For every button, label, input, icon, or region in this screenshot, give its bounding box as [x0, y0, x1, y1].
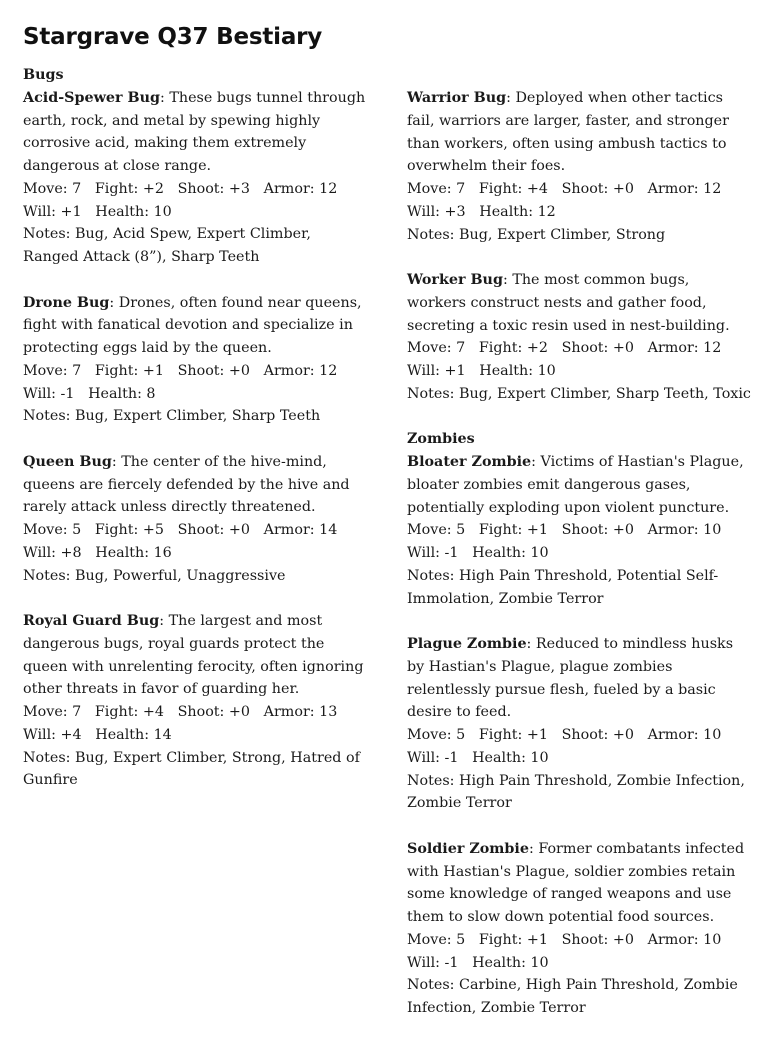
stat-will: Will: -1	[23, 385, 75, 402]
stat-armor: Armor: 10	[647, 931, 722, 948]
entry-description	[407, 838, 752, 929]
stat-shoot: Shoot: +3	[177, 180, 250, 197]
stat-fight: Fight: +4	[94, 704, 164, 720]
stat-health: Health: 8	[88, 385, 156, 402]
entry-acid-spewer-bug	[23, 87, 368, 269]
stat-armor: Armor: 10	[647, 522, 722, 539]
entry-description-text: : The most common bugs, workers construct nests and gather food, secreting a toxic resin used in nest-building.	[407, 272, 730, 334]
entry-name: Soldier Zombie	[407, 840, 529, 857]
entry-stats-line-2	[23, 201, 368, 224]
stat-will: Will: +1	[407, 363, 466, 379]
entry-description-text: : The center of the hive-mind, queens are fiercely defended by the hive and rarely attack unless directly threatened.	[23, 453, 350, 516]
entry-notes: Notes: Bug, Expert Climber, Sharp Teeth, Toxic	[407, 385, 751, 402]
entry-stats-line-1	[23, 519, 368, 542]
stat-move: Move: 7	[23, 704, 82, 720]
entry-stats-line-2	[407, 952, 752, 975]
stat-move: Move: 5	[407, 727, 466, 743]
stat-shoot: Shoot: +0	[177, 362, 250, 379]
entry-stats-line-2	[407, 201, 752, 224]
entry-plague-zombie	[407, 633, 752, 815]
entry-description	[23, 292, 368, 360]
entry-warrior-bug	[407, 87, 752, 246]
entry-description	[407, 269, 752, 337]
stat-fight: Fight: +1	[478, 522, 548, 539]
entry-royal-guard-bug	[23, 610, 368, 792]
entry-worker-bug	[407, 269, 752, 406]
entry-stats-line-2	[23, 542, 368, 565]
stat-armor: Armor: 12	[647, 340, 722, 357]
page-title: Stargrave Q37 Bestiary	[23, 24, 323, 50]
stat-fight: Fight: +5	[94, 522, 164, 538]
entry-description	[23, 451, 368, 519]
entry-notes: Notes: Bug, Acid Spew, Expert Climber, Ranged Attack (8”), Sharp Teeth	[23, 226, 311, 265]
stat-armor: Armor: 10	[647, 727, 722, 743]
stat-move: Move: 7	[407, 340, 466, 357]
stat-fight: Fight: +1	[478, 727, 548, 743]
left-column	[23, 64, 368, 815]
entry-notes: Notes: High Pain Threshold, Zombie Infection, Zombie Terror	[407, 772, 745, 812]
entry-description	[407, 87, 752, 178]
entry-soldier-zombie	[407, 838, 752, 1020]
stat-will: Will: -1	[407, 954, 459, 971]
stat-armor: Armor: 12	[647, 181, 722, 197]
stat-armor: Armor: 14	[263, 522, 338, 538]
stat-move: Move: 7	[23, 362, 82, 379]
entry-stats-line-1	[407, 337, 752, 360]
entry-bloater-zombie	[407, 451, 752, 610]
entry-name: Royal Guard Bug	[23, 613, 160, 629]
entry-description-text: : These bugs tunnel through earth, rock, and metal by spewing highly corrosive acid, making them extremely dangerous at close range.	[23, 89, 366, 174]
entry-stats-line-2	[407, 542, 752, 565]
section-title-bugs: Bugs	[23, 67, 64, 83]
stat-armor: Armor: 12	[263, 180, 338, 197]
stat-shoot: Shoot: +0	[561, 931, 634, 948]
entry-stats-line-1	[23, 360, 368, 383]
entry-stats-line-2	[407, 360, 752, 383]
entry-description	[407, 633, 752, 724]
stat-will: Will: -1	[407, 545, 459, 561]
entry-name: Bloater Zombie	[407, 454, 532, 470]
stat-move: Move: 7	[407, 181, 466, 197]
stat-fight: Fight: +2	[94, 180, 164, 197]
entry-stats-line-1	[407, 724, 752, 747]
stat-move: Move: 5	[23, 522, 82, 538]
entry-description-text: : Deployed when other tactics fail, warriors are larger, faster, and stronger than workers, often using ambush tactics to overwhelm their foes.	[407, 90, 729, 175]
stat-fight: Fight: +2	[478, 340, 548, 357]
entry-stats-line-2	[23, 383, 368, 406]
entry-notes: Notes: Bug, Expert Climber, Strong, Hatred of Gunfire	[23, 749, 360, 789]
stat-health: Health: 10	[95, 203, 172, 220]
entry-description-text: : Reduced to mindless husks by Hastian's Plague, plague zombies relentlessly pursue flesh, fueled by a basic desire to feed.	[407, 636, 734, 721]
stat-shoot: Shoot: +0	[177, 522, 250, 538]
right-column	[407, 87, 752, 1043]
entry-name: Worker Bug	[407, 272, 503, 288]
stat-health: Health: 10	[472, 954, 549, 971]
stat-health: Health: 14	[95, 726, 172, 743]
entry-notes: Notes: High Pain Threshold, Potential Self-Immolation, Zombie Terror	[407, 567, 719, 607]
entry-description-text: : Former combatants infected with Hastian's Plague, soldier zombies retain some knowledge of ranged weapons and use them to slow down potential food sources.	[407, 840, 745, 925]
entry-stats-line-1	[23, 701, 368, 724]
entry-notes: Notes: Bug, Powerful, Unaggressive	[23, 567, 286, 584]
entry-stats-line-1	[23, 178, 368, 201]
entry-description-text: : Drones, often found near queens, fight with fanatical devotion and specialize in protecting eggs laid by the queen.	[23, 294, 362, 356]
entry-queen-bug	[23, 451, 368, 588]
stat-will: Will: +3	[407, 203, 466, 220]
entry-drone-bug	[23, 292, 368, 429]
entry-stats-line-2	[23, 724, 368, 747]
entry-name: Acid-Spewer Bug	[23, 89, 160, 106]
stat-armor: Armor: 13	[263, 704, 338, 720]
entry-notes: Notes: Carbine, High Pain Threshold, Zombie Infection, Zombie Terror	[407, 977, 738, 1016]
stat-will: Will: +1	[23, 203, 82, 220]
stat-move: Move: 5	[407, 931, 466, 948]
entry-description	[23, 610, 368, 701]
entry-notes: Notes: Bug, Expert Climber, Strong	[407, 226, 666, 243]
stat-health: Health: 10	[472, 749, 549, 766]
stat-health: Health: 10	[472, 545, 549, 561]
stat-armor: Armor: 12	[263, 362, 338, 379]
stat-move: Move: 7	[23, 180, 82, 197]
stat-will: Will: +8	[23, 544, 82, 561]
stat-move: Move: 5	[407, 522, 466, 539]
stat-shoot: Shoot: +0	[561, 340, 634, 357]
entry-stats-line-1	[407, 178, 752, 201]
stat-fight: Fight: +1	[94, 362, 164, 379]
stat-shoot: Shoot: +0	[561, 727, 634, 743]
stat-will: Will: +4	[23, 726, 82, 743]
stat-health: Health: 12	[479, 203, 556, 220]
entry-description-text: : The largest and most dangerous bugs, royal guards protect the queen with unrelenting ferocity, often ignoring other threats in favor of guarding her.	[23, 613, 364, 698]
entry-name: Drone Bug	[23, 294, 110, 311]
stat-shoot: Shoot: +0	[177, 704, 250, 720]
stat-shoot: Shoot: +0	[561, 522, 634, 539]
entry-name: Queen Bug	[23, 453, 112, 470]
entry-description	[23, 87, 368, 178]
entry-stats-line-1	[407, 519, 752, 542]
entry-description	[407, 451, 752, 519]
entry-name: Plague Zombie	[407, 636, 527, 652]
stat-health: Health: 16	[95, 544, 172, 561]
stat-shoot: Shoot: +0	[561, 181, 634, 197]
entry-notes: Notes: Bug, Expert Climber, Sharp Teeth	[23, 408, 321, 425]
entry-name: Warrior Bug	[407, 90, 507, 106]
section-title-zombies: Zombies	[407, 431, 475, 448]
stat-fight: Fight: +1	[478, 931, 548, 948]
entry-stats-line-2	[407, 747, 752, 770]
entry-description-text: : Victims of Hastian's Plague, bloater zombies emit dangerous gases, potentially exploding upon violent puncture.	[407, 454, 744, 516]
entry-stats-line-1	[407, 929, 752, 952]
stat-health: Health: 10	[479, 363, 556, 379]
stat-will: Will: -1	[407, 749, 459, 766]
stat-fight: Fight: +4	[478, 181, 548, 197]
